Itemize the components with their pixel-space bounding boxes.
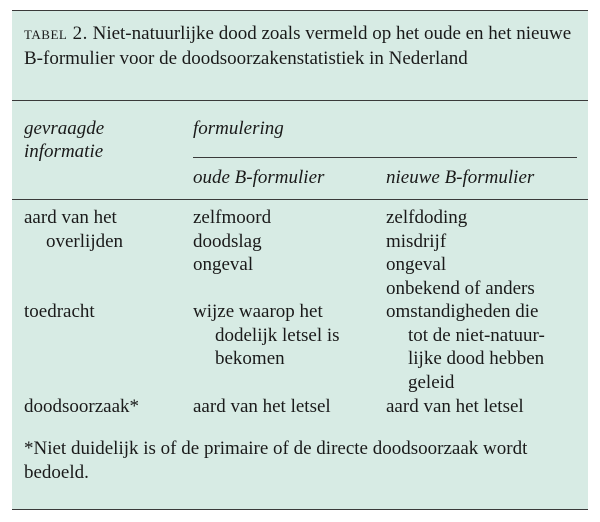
cell-line: ongeval — [386, 254, 447, 275]
table-caption — [24, 21, 576, 71]
cell-line: zelfdoding — [386, 207, 468, 228]
caption-text: Niet-natuurlijke dood zoals vermeld op het oude en het nieuwe B-formulier voor de doodsoorzakenstatistiek in Nederland — [24, 23, 572, 69]
cell-line: dodelijk letsel is — [215, 324, 340, 346]
table-cell-info-3 — [24, 395, 139, 419]
table-cell-info-1 — [24, 206, 123, 253]
table-cell-new-1 — [386, 206, 535, 300]
cell-line: lijke dood hebben — [408, 348, 545, 369]
header-info-line1: gevraagde — [24, 118, 105, 139]
cell-line: wijze waarop het — [193, 301, 323, 322]
cell-line: tot de niet-natuur- — [408, 324, 545, 346]
cell-line: ongeval — [193, 254, 254, 275]
table-cell-old-1 — [193, 206, 271, 277]
header-new-form: nieuwe B-formulier — [386, 167, 535, 188]
table-frame — [12, 10, 588, 510]
cell-line: zelfmoord — [193, 207, 272, 228]
table-footnote: *Niet duidelijk is of de primaire of de directe doodsoorzaak wordt bedoeld. — [24, 438, 528, 483]
group-rule — [193, 157, 577, 158]
cell-line: doodsoorzaak* — [24, 396, 140, 417]
header-info-line2: informatie — [24, 141, 104, 162]
table-cell-new-3 — [386, 395, 524, 419]
cell-line: aard van het letsel — [193, 396, 331, 417]
header-top-rule — [12, 100, 588, 101]
cell-line: misdrijf — [386, 230, 447, 252]
table-cell-info-2 — [24, 300, 95, 324]
header-info — [24, 117, 104, 163]
caption-label: tabel 2. — [24, 23, 88, 44]
header-old-form: oude B-formulier — [193, 167, 325, 188]
cell-line: bekomen — [215, 348, 285, 369]
cell-line: aard van het — [24, 207, 117, 228]
table-cell-new-2 — [386, 300, 545, 394]
table-cell-old-3 — [193, 395, 331, 419]
cell-line: doodslag — [193, 230, 262, 252]
header-bottom-rule — [12, 199, 588, 200]
cell-line: geleid — [408, 371, 455, 393]
cell-line: omstandigheden die — [386, 301, 539, 322]
cell-line: overlijden — [46, 230, 124, 252]
header-group-formulering: formulering — [193, 118, 284, 139]
table-cell-old-2 — [193, 300, 340, 371]
cell-line: onbekend of anders — [386, 277, 535, 299]
cell-line: aard van het letsel — [386, 396, 524, 417]
cell-line: toedracht — [24, 301, 95, 322]
